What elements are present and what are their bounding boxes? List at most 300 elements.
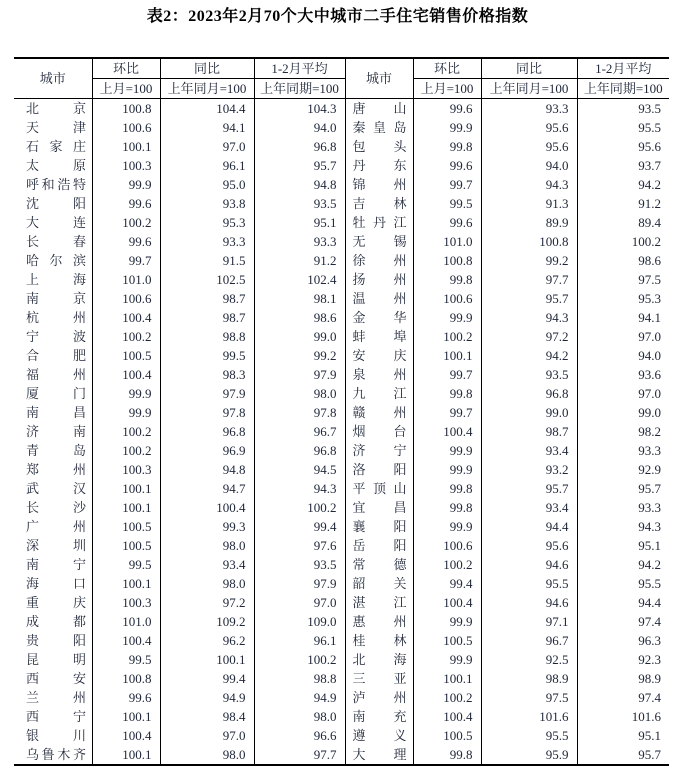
city-name: 太原	[26, 158, 86, 173]
table-row	[14, 536, 669, 555]
mom-value-cell: 100.1	[92, 479, 160, 498]
city-name: 大理	[352, 747, 407, 762]
city-cell	[345, 118, 413, 137]
yoy-value-cell: 93.5	[481, 365, 577, 384]
city-cell	[14, 156, 92, 175]
mom-value-cell: 100.1	[92, 745, 160, 765]
mom-value-cell: 99.6	[92, 232, 160, 251]
mom-value-cell: 99.9	[413, 441, 481, 460]
yoy-value-cell: 94.3	[481, 308, 577, 327]
header-city-right: 城市	[345, 58, 413, 99]
city-name: 济宁	[352, 443, 407, 458]
city-cell	[14, 631, 92, 650]
city-cell	[14, 308, 92, 327]
mom-value-cell: 100.2	[92, 422, 160, 441]
avg-value-cell: 96.8	[254, 137, 345, 156]
city-name: 蚌埠	[352, 329, 407, 344]
mom-value-cell: 100.4	[413, 422, 481, 441]
mom-value-cell: 100.6	[413, 536, 481, 555]
yoy-value-cell: 100.8	[481, 232, 577, 251]
mom-value-cell: 100.1	[92, 137, 160, 156]
avg-value-cell: 92.9	[577, 460, 669, 479]
city-cell	[14, 251, 92, 270]
city-cell	[14, 574, 92, 593]
header-mom-base-right: 上月=100	[413, 79, 481, 99]
yoy-value-cell: 98.0	[160, 745, 254, 765]
city-cell	[345, 631, 413, 650]
mom-value-cell: 99.6	[92, 194, 160, 213]
mom-value-cell: 100.5	[92, 346, 160, 365]
city-cell	[14, 175, 92, 194]
city-name: 南京	[26, 291, 86, 306]
city-name: 平顶山	[352, 481, 407, 496]
avg-value-cell: 98.0	[254, 707, 345, 726]
city-cell	[14, 384, 92, 403]
city-name: 海口	[26, 576, 86, 591]
city-name: 徐州	[352, 253, 407, 268]
mom-value-cell: 99.7	[413, 175, 481, 194]
city-name: 重庆	[26, 595, 86, 610]
yoy-value-cell: 99.4	[160, 669, 254, 688]
avg-value-cell: 97.0	[577, 327, 669, 346]
yoy-value-cell: 93.4	[481, 441, 577, 460]
city-name: 南昌	[26, 405, 86, 420]
mom-value-cell: 100.5	[92, 517, 160, 536]
city-cell	[14, 232, 92, 251]
yoy-value-cell: 96.7	[481, 631, 577, 650]
yoy-value-cell: 101.6	[481, 707, 577, 726]
avg-value-cell: 109.0	[254, 612, 345, 631]
table-row	[14, 688, 669, 707]
mom-value-cell: 100.4	[92, 308, 160, 327]
yoy-value-cell: 97.1	[481, 612, 577, 631]
avg-value-cell: 98.6	[577, 251, 669, 270]
mom-value-cell: 99.6	[413, 99, 481, 119]
city-cell	[345, 175, 413, 194]
mom-value-cell: 99.5	[413, 194, 481, 213]
city-name: 南充	[352, 709, 407, 724]
mom-value-cell: 99.9	[92, 403, 160, 422]
table-row	[14, 517, 669, 536]
avg-value-cell: 95.7	[577, 745, 669, 765]
city-name: 襄阳	[352, 519, 407, 534]
avg-value-cell: 97.9	[254, 574, 345, 593]
avg-value-cell: 95.5	[577, 118, 669, 137]
city-name: 泉州	[352, 367, 407, 382]
table-row	[14, 669, 669, 688]
city-cell	[14, 270, 92, 289]
mom-value-cell: 100.8	[413, 251, 481, 270]
mom-value-cell: 99.8	[413, 745, 481, 765]
mom-value-cell: 100.4	[413, 707, 481, 726]
header-mom-base-left: 上月=100	[92, 79, 160, 99]
table-row	[14, 726, 669, 745]
table-row	[14, 707, 669, 726]
yoy-value-cell: 97.0	[160, 137, 254, 156]
city-cell	[14, 612, 92, 631]
yoy-value-cell: 94.0	[481, 156, 577, 175]
city-name: 呼和浩特	[26, 177, 86, 192]
city-cell	[14, 669, 92, 688]
city-name: 丹东	[352, 158, 407, 173]
yoy-value-cell: 94.3	[481, 175, 577, 194]
avg-value-cell: 94.9	[254, 688, 345, 707]
header-row-base	[14, 79, 669, 99]
header-yoy-right: 同比	[481, 58, 577, 79]
header-yoy-left: 同比	[160, 58, 254, 79]
city-cell	[345, 384, 413, 403]
city-cell	[345, 726, 413, 745]
avg-value-cell: 97.4	[577, 688, 669, 707]
city-cell	[345, 137, 413, 156]
city-name: 青岛	[26, 443, 86, 458]
page-title: 表2：2023年2月70个大中城市二手住宅销售价格指数	[146, 8, 529, 25]
yoy-value-cell: 98.4	[160, 707, 254, 726]
yoy-value-cell: 95.7	[481, 289, 577, 308]
avg-value-cell: 96.6	[254, 726, 345, 745]
yoy-value-cell: 92.5	[481, 650, 577, 669]
table-row	[14, 365, 669, 384]
avg-value-cell: 91.2	[577, 194, 669, 213]
city-cell	[345, 688, 413, 707]
mom-value-cell: 99.7	[92, 251, 160, 270]
avg-value-cell: 100.2	[254, 650, 345, 669]
city-cell	[345, 308, 413, 327]
yoy-value-cell: 89.9	[481, 213, 577, 232]
table-row	[14, 99, 669, 119]
yoy-value-cell: 96.9	[160, 441, 254, 460]
avg-value-cell: 98.1	[254, 289, 345, 308]
yoy-value-cell: 93.4	[160, 555, 254, 574]
mom-value-cell: 99.6	[92, 688, 160, 707]
yoy-value-cell: 94.6	[481, 555, 577, 574]
avg-value-cell: 94.4	[577, 593, 669, 612]
table-row	[14, 213, 669, 232]
city-cell	[345, 745, 413, 765]
yoy-value-cell: 95.9	[481, 745, 577, 765]
city-cell	[345, 498, 413, 517]
city-cell	[14, 403, 92, 422]
avg-value-cell: 97.5	[577, 270, 669, 289]
avg-value-cell: 93.5	[254, 555, 345, 574]
header-avg-base-right: 上年同期=100	[577, 79, 669, 99]
city-name: 岳阳	[352, 538, 407, 553]
city-name: 宁波	[26, 329, 86, 344]
mom-value-cell: 100.1	[413, 669, 481, 688]
city-cell	[345, 460, 413, 479]
yoy-value-cell: 93.3	[160, 232, 254, 251]
table-row	[14, 479, 669, 498]
avg-value-cell: 93.7	[577, 156, 669, 175]
city-cell	[14, 517, 92, 536]
mom-value-cell: 100.3	[92, 460, 160, 479]
yoy-value-cell: 94.8	[160, 460, 254, 479]
yoy-value-cell: 98.8	[160, 327, 254, 346]
table-header	[14, 58, 669, 99]
avg-value-cell: 101.6	[577, 707, 669, 726]
city-cell	[345, 555, 413, 574]
mom-value-cell: 100.8	[92, 99, 160, 119]
city-name: 长春	[26, 234, 86, 249]
yoy-value-cell: 97.0	[160, 726, 254, 745]
mom-value-cell: 99.8	[413, 498, 481, 517]
city-name: 广州	[26, 519, 86, 534]
mom-value-cell: 99.9	[92, 384, 160, 403]
table-row	[14, 251, 669, 270]
yoy-value-cell: 95.6	[481, 536, 577, 555]
mom-value-cell: 100.2	[92, 441, 160, 460]
yoy-value-cell: 96.8	[160, 422, 254, 441]
yoy-value-cell: 98.0	[160, 574, 254, 593]
city-cell	[345, 289, 413, 308]
yoy-value-cell: 95.5	[481, 726, 577, 745]
city-name: 兰州	[26, 690, 86, 705]
city-name: 宜昌	[352, 500, 407, 515]
mom-value-cell: 100.1	[92, 498, 160, 517]
city-cell	[14, 498, 92, 517]
city-name: 洛阳	[352, 462, 407, 477]
avg-value-cell: 96.7	[254, 422, 345, 441]
table-row	[14, 498, 669, 517]
yoy-value-cell: 100.1	[160, 650, 254, 669]
yoy-value-cell: 97.5	[481, 688, 577, 707]
mom-value-cell: 99.9	[413, 650, 481, 669]
table-body	[14, 99, 669, 766]
header-avg-base-left: 上年同期=100	[254, 79, 345, 99]
city-cell	[14, 745, 92, 765]
avg-value-cell: 89.4	[577, 213, 669, 232]
yoy-value-cell: 98.0	[160, 536, 254, 555]
city-cell	[14, 688, 92, 707]
city-name: 合肥	[26, 348, 86, 363]
mom-value-cell: 100.3	[92, 593, 160, 612]
yoy-value-cell: 98.7	[160, 308, 254, 327]
city-cell	[345, 99, 413, 119]
city-name: 昆明	[26, 652, 86, 667]
city-cell	[345, 536, 413, 555]
table-row	[14, 593, 669, 612]
mom-value-cell: 99.5	[92, 650, 160, 669]
table-row	[14, 156, 669, 175]
mom-value-cell: 99.7	[413, 403, 481, 422]
city-cell	[345, 270, 413, 289]
yoy-value-cell: 93.4	[481, 498, 577, 517]
city-cell	[345, 156, 413, 175]
avg-value-cell: 93.6	[577, 365, 669, 384]
table-row	[14, 270, 669, 289]
city-name: 九江	[352, 386, 407, 401]
avg-value-cell: 93.5	[254, 194, 345, 213]
city-name: 牡丹江	[352, 215, 407, 230]
avg-value-cell: 95.1	[577, 726, 669, 745]
city-cell	[14, 365, 92, 384]
mom-value-cell: 100.2	[92, 327, 160, 346]
avg-value-cell: 95.1	[577, 536, 669, 555]
avg-value-cell: 94.5	[254, 460, 345, 479]
mom-value-cell: 100.2	[413, 327, 481, 346]
city-name: 温州	[352, 291, 407, 306]
yoy-value-cell: 91.3	[481, 194, 577, 213]
mom-value-cell: 100.4	[413, 593, 481, 612]
yoy-value-cell: 94.2	[481, 346, 577, 365]
mom-value-cell: 99.9	[413, 118, 481, 137]
city-cell	[345, 517, 413, 536]
mom-value-cell: 99.8	[413, 384, 481, 403]
table-row	[14, 384, 669, 403]
city-cell	[14, 346, 92, 365]
avg-value-cell: 96.3	[577, 631, 669, 650]
city-cell	[14, 726, 92, 745]
city-name: 赣州	[352, 405, 407, 420]
yoy-value-cell: 91.5	[160, 251, 254, 270]
avg-value-cell: 94.0	[577, 346, 669, 365]
city-cell	[345, 441, 413, 460]
avg-value-cell: 93.3	[577, 498, 669, 517]
city-name: 南宁	[26, 557, 86, 572]
header-yoy-base-left: 上年同月=100	[160, 79, 254, 99]
yoy-value-cell: 97.8	[160, 403, 254, 422]
header-row-main	[14, 58, 669, 79]
city-name: 大连	[26, 215, 86, 230]
avg-value-cell: 95.1	[254, 213, 345, 232]
city-name: 贵阳	[26, 633, 86, 648]
city-cell	[14, 327, 92, 346]
city-cell	[345, 403, 413, 422]
table-row	[14, 631, 669, 650]
yoy-value-cell: 95.5	[481, 574, 577, 593]
city-name: 上海	[26, 272, 86, 287]
avg-value-cell: 94.3	[254, 479, 345, 498]
yoy-value-cell: 99.0	[481, 403, 577, 422]
city-name: 济南	[26, 424, 86, 439]
city-cell	[14, 441, 92, 460]
avg-value-cell: 94.3	[577, 517, 669, 536]
avg-value-cell: 93.5	[577, 99, 669, 119]
yoy-value-cell: 96.8	[481, 384, 577, 403]
city-name: 惠州	[352, 614, 407, 629]
city-cell	[345, 327, 413, 346]
city-name: 天津	[26, 120, 86, 135]
yoy-value-cell: 97.7	[481, 270, 577, 289]
mom-value-cell: 99.9	[413, 460, 481, 479]
mom-value-cell: 99.8	[413, 137, 481, 156]
mom-value-cell: 100.4	[92, 726, 160, 745]
city-cell	[345, 422, 413, 441]
city-cell	[14, 650, 92, 669]
avg-value-cell: 98.2	[577, 422, 669, 441]
city-cell	[14, 479, 92, 498]
avg-value-cell: 97.4	[577, 612, 669, 631]
avg-value-cell: 96.8	[254, 441, 345, 460]
avg-value-cell: 95.7	[254, 156, 345, 175]
city-name: 杭州	[26, 310, 86, 325]
table-row	[14, 422, 669, 441]
header-yoy-base-right: 上年同月=100	[481, 79, 577, 99]
avg-value-cell: 95.3	[577, 289, 669, 308]
table-row	[14, 460, 669, 479]
yoy-value-cell: 93.8	[160, 194, 254, 213]
city-cell	[14, 137, 92, 156]
header-mom-right: 环比	[413, 58, 481, 79]
yoy-value-cell: 94.4	[481, 517, 577, 536]
avg-value-cell: 98.8	[254, 669, 345, 688]
mom-value-cell: 99.8	[413, 270, 481, 289]
mom-value-cell: 99.4	[413, 574, 481, 593]
avg-value-cell: 99.0	[577, 403, 669, 422]
mom-value-cell: 99.7	[413, 365, 481, 384]
table-row	[14, 118, 669, 137]
avg-value-cell: 95.6	[577, 137, 669, 156]
city-cell	[345, 251, 413, 270]
yoy-value-cell: 94.7	[160, 479, 254, 498]
table-row	[14, 308, 669, 327]
city-cell	[14, 289, 92, 308]
mom-value-cell: 99.9	[413, 517, 481, 536]
avg-value-cell: 99.4	[254, 517, 345, 536]
avg-value-cell: 95.5	[577, 574, 669, 593]
mom-value-cell: 99.8	[413, 479, 481, 498]
mom-value-cell: 99.9	[413, 612, 481, 631]
mom-value-cell: 100.2	[413, 688, 481, 707]
yoy-value-cell: 95.6	[481, 137, 577, 156]
yoy-value-cell: 99.3	[160, 517, 254, 536]
avg-value-cell: 95.7	[577, 479, 669, 498]
city-cell	[14, 99, 92, 119]
avg-value-cell: 100.2	[577, 232, 669, 251]
avg-value-cell: 93.3	[577, 441, 669, 460]
yoy-value-cell: 98.7	[481, 422, 577, 441]
yoy-value-cell: 95.3	[160, 213, 254, 232]
mom-value-cell: 100.5	[413, 726, 481, 745]
table-row	[14, 612, 669, 631]
city-name: 唐山	[352, 101, 407, 116]
city-cell	[345, 346, 413, 365]
mom-value-cell: 100.6	[92, 289, 160, 308]
city-cell	[345, 593, 413, 612]
mom-value-cell: 100.1	[413, 346, 481, 365]
table-row	[14, 403, 669, 422]
avg-value-cell: 91.2	[254, 251, 345, 270]
city-name: 金华	[352, 310, 407, 325]
city-cell	[345, 365, 413, 384]
city-cell	[345, 669, 413, 688]
mom-value-cell: 100.8	[92, 669, 160, 688]
city-name: 北京	[26, 101, 86, 116]
city-name: 烟台	[352, 424, 407, 439]
city-cell	[345, 574, 413, 593]
city-name: 无锡	[352, 234, 407, 249]
city-name: 福州	[26, 367, 86, 382]
yoy-value-cell: 99.5	[160, 346, 254, 365]
header-avg-left: 1-2月平均	[254, 58, 345, 79]
mom-value-cell: 100.4	[92, 365, 160, 384]
yoy-value-cell: 109.2	[160, 612, 254, 631]
city-cell	[345, 612, 413, 631]
city-cell	[14, 118, 92, 137]
mom-value-cell: 101.0	[92, 270, 160, 289]
table-row	[14, 745, 669, 765]
yoy-value-cell: 98.3	[160, 365, 254, 384]
table-row	[14, 346, 669, 365]
avg-value-cell: 94.2	[577, 555, 669, 574]
yoy-value-cell: 93.3	[481, 99, 577, 119]
mom-value-cell: 100.5	[92, 536, 160, 555]
table-row	[14, 574, 669, 593]
yoy-value-cell: 97.2	[481, 327, 577, 346]
avg-value-cell: 94.2	[577, 175, 669, 194]
mom-value-cell: 100.2	[92, 213, 160, 232]
yoy-value-cell: 94.6	[481, 593, 577, 612]
